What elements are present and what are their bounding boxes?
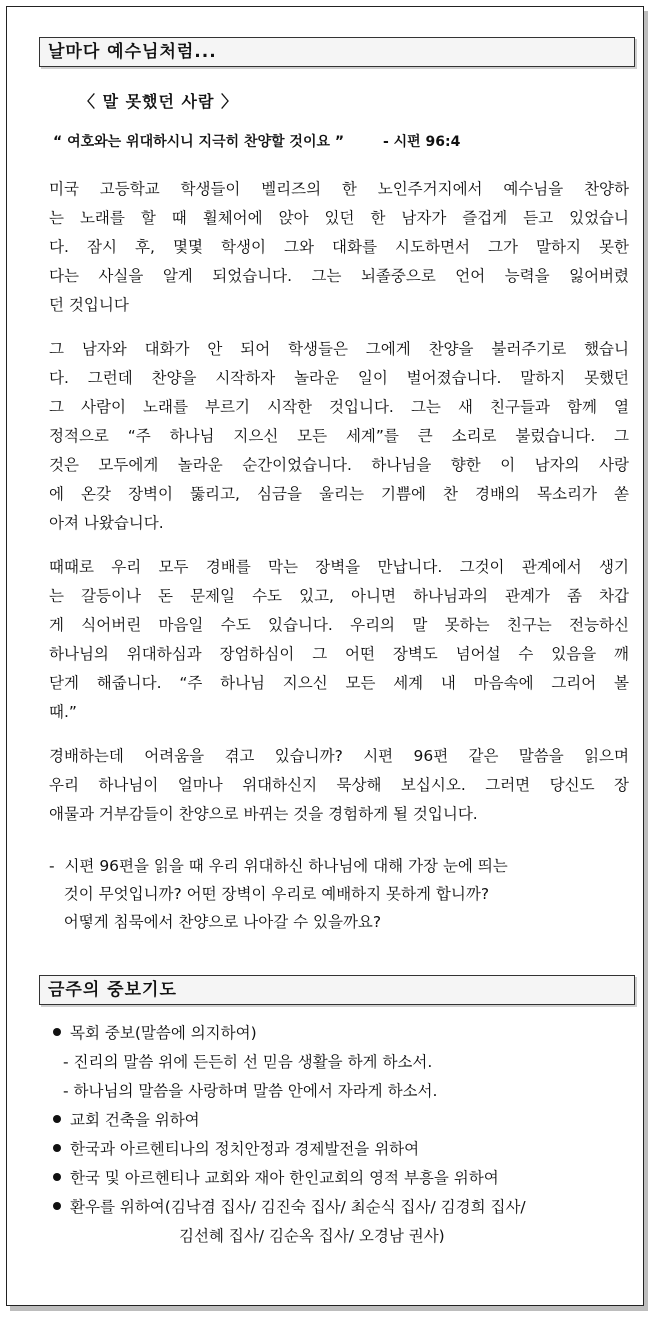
scripture-reference: - 시편 96:4 [382, 134, 461, 150]
paragraph-line: 정적으로 “주 하나님 지으신 모든 세계”를 큰 소리로 불렀습니다. 그 [49, 427, 629, 445]
prayer-item-text: - 진리의 말씀 위에 든든히 선 믿음 생활을 하게 하소서. [63, 1053, 433, 1071]
devotional-paragraph-2 [49, 335, 629, 538]
prayer-list [53, 1019, 643, 1251]
prayer-item [53, 1106, 643, 1135]
devotional-paragraph-4 [49, 742, 629, 829]
question-line: 어떻게 침묵에서 찬양으로 나아갈 수 있을까요? [49, 913, 382, 931]
reflection-questions [49, 852, 639, 936]
paragraph-line: 하나님의 위대하심과 장엄하심이 그 어떤 장벽도 넘어설 수 있음을 깨 [49, 645, 629, 663]
prayer-item-text: 한국 및 아르헨티나 교회와 재아 한인교회의 영적 부흥을 위하여 [70, 1169, 499, 1187]
paragraph-line: 는 갈등이나 돈 문제일 수도 있고, 아니면 하나님과의 관계가 좀 차갑 [49, 587, 629, 605]
paragraph-line: 다. 잠시 후, 몇몇 학생이 그와 대화를 시도하면서 그가 말하지 못한 [49, 238, 629, 256]
prayer-item-text: 김선혜 집사/ 김순옥 집사/ 오경남 권사) [179, 1227, 445, 1245]
paragraph-line: 경배하는데 어려움을 겪고 있습니까? 시편 96편 같은 말씀을 읽으며 [49, 747, 629, 765]
paragraph-line: 닫게 해줍니다. “주 하나님 지으신 모든 세계 내 마음속에 그리어 볼 [49, 674, 629, 692]
bullet-icon [53, 1028, 61, 1036]
prayer-sub-item [53, 1048, 643, 1077]
devotional-paragraph-3 [49, 553, 629, 727]
paragraph-line: 그 남자와 대화가 안 되어 학생들은 그에게 찬양을 불러주기로 했습니 [49, 340, 629, 358]
bullet-icon [53, 1173, 61, 1181]
devotional-sub-title: 〈 말 못했던 사람 〉 [79, 92, 239, 111]
prayer-item-text: 환우를 위하여(김낙겸 집사/ 김진숙 집사/ 최순식 집사/ 김경희 집사/ [70, 1198, 526, 1216]
paragraph-line: 그 사람이 노래를 부르기 시작한 것입니다. 그는 새 친구들과 함께 열 [49, 398, 629, 416]
prayer-item [53, 1135, 643, 1164]
prayer-header-title: 금주의 중보기도 [48, 980, 177, 1000]
devotional-header-title: 날마다 예수님처럼... [48, 42, 217, 62]
bullet-icon [53, 1144, 61, 1152]
paragraph-line: 우리 하나님이 얼마나 위대하신지 묵상해 보십시오. 그러면 당신도 장 [49, 776, 629, 794]
prayer-item-continuation [53, 1222, 643, 1251]
paragraph-line: 던 것입니다 [49, 296, 129, 314]
paragraph-line: 아져 나왔습니다. [49, 514, 164, 532]
prayer-item-text: - 하나님의 말씀을 사랑하며 말씀 안에서 자라게 하소서. [63, 1082, 438, 1100]
prayer-item [53, 1193, 643, 1222]
prayer-sub-item [53, 1077, 643, 1106]
scripture-quote-text: “ 여호와는 위대하시니 지극히 찬양할 것이요 ” [53, 134, 345, 150]
scripture-quote [53, 131, 460, 151]
question-line: 것이 무엇입니까? 어떤 장벽이 우리로 예배하지 못하게 합니까? [49, 885, 490, 903]
prayer-item [53, 1164, 643, 1193]
paragraph-line: 것은 모두에게 놀라운 순간이었습니다. 하나님을 향한 이 남자의 사랑 [49, 456, 629, 474]
prayer-item [53, 1019, 643, 1048]
paragraph-line: 다는 사실을 알게 되었습니다. 그는 뇌졸중으로 언어 능력을 잃어버렸 [49, 267, 629, 285]
devotional-header [39, 37, 635, 67]
paragraph-line: 다. 그런데 찬양을 시작하자 놀라운 일이 벌어졌습니다. 말하지 못했던 [49, 369, 629, 387]
devotional-paragraph-1 [49, 175, 629, 320]
paragraph-line: 미국 고등학교 학생들이 벨리즈의 한 노인주거지에서 예수님을 찬양하 [49, 180, 629, 198]
paragraph-line: 애물과 거부감들이 찬양으로 바뀌는 것을 경험하게 될 것입니다. [49, 805, 478, 823]
bulletin-page [6, 6, 644, 1306]
prayer-item-text: 한국과 아르헨티나의 정치안정과 경제발전을 위하여 [70, 1140, 420, 1158]
paragraph-line: 에 온갖 장벽이 뚫리고, 심금을 울리는 기쁨에 찬 경배의 목소리가 쏟 [49, 485, 629, 503]
bullet-icon [53, 1115, 61, 1123]
prayer-header [39, 975, 635, 1005]
paragraph-line: 때.” [49, 703, 77, 721]
paragraph-line: 는 노래를 할 때 휠체어에 앉아 있던 한 남자가 즐겁게 듣고 있었습니 [49, 209, 629, 227]
prayer-item-text: 목회 중보(말씀에 의지하여) [70, 1024, 257, 1042]
prayer-item-text: 교회 건축을 위하여 [70, 1111, 200, 1129]
paragraph-line: 때때로 우리 모두 경배를 막는 장벽을 만납니다. 그것이 관계에서 생기 [49, 558, 629, 576]
question-line: - 시편 96편을 읽을 때 우리 위대하신 하나님에 대해 가장 눈에 띄는 [49, 857, 508, 875]
bullet-icon [53, 1202, 61, 1210]
paragraph-line: 게 식어버린 마음일 수도 있습니다. 우리의 말 못하는 친구는 전능하신 [49, 616, 629, 634]
